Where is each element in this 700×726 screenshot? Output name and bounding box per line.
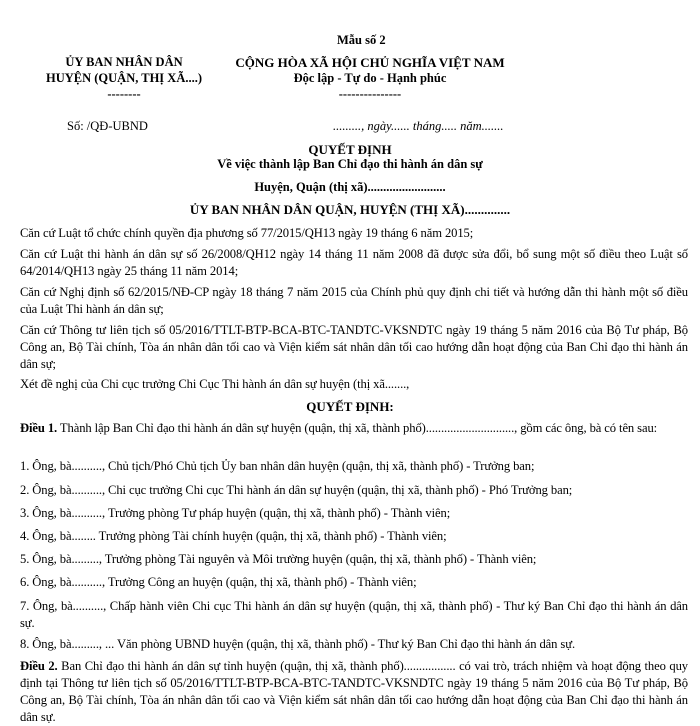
document-number: Số: /QĐ-UBND [67,119,148,133]
article-1-text: Thành lập Ban Chỉ đạo thi hành án dân sự huyện (quận, thị xã, thành phố)............................., gồm các ông, bà có tên sau: [57,421,658,435]
member-item: 4. Ông, bà........ Trưởng phòng Tài chính huyện (quận, thị xã, thành phố) - Thành viên; [20,529,447,543]
article-2 [20,658,688,726]
preamble-item: Căn cứ Thông tư liên tịch số 05/2016/TTLT-BTP-BCA-BTC-TANDTC-VKSNDTC ngày 19 tháng 5 năm 2016 của Bộ Tư pháp, Bộ Công an, Bộ Tài chính, Tòa án nhân dân tối cao và Viện kiểm sát nhân dân tối cao hướng dẫn hoạt động của Ban Chỉ đạo thi hành án dân sự; [20,323,688,371]
article-1 [20,420,688,437]
left-header-line1: ỦY BAN NHÂN DÂN [65,55,183,69]
article-1-label: Điều 1. [20,421,58,435]
decision-heading: QUYẾT ĐỊNH: [306,399,394,414]
national-motto: Độc lập - Tự do - Hạnh phúc [293,71,447,85]
member-item: 6. Ông, bà.........., Trưởng Công an huyện (quận, thị xã, thành phố) - Thành viên; [20,575,417,589]
issue-date: ........., ngày...... tháng..... năm....... [333,119,504,133]
issuing-authority: ỦY BAN NHÂN DÂN QUẬN, HUYỆN (THỊ XÃ).............. [189,202,511,217]
preamble-item: Căn cứ Nghị định số 62/2015/NĐ-CP ngày 18 tháng 7 năm 2015 của Chính phủ quy định chi tiết và hướng dẫn thi hành một số điều của Luật Thi hành án dân sự; [20,285,688,316]
decision-subject: Về việc thành lập Ban Chỉ đạo thi hành án dân sự [217,157,483,171]
right-header-dashes: --------------- [338,87,402,101]
member-item: 3. Ông, bà.........., Trưởng phòng Tư pháp huyện (quận, thị xã, thành phố) - Thành viên; [20,506,451,520]
left-header-line2: HUYỆN (QUẬN, THỊ XÃ....) [45,71,203,85]
article-2-text: Ban Chỉ đạo thi hành án dân sự tỉnh huyện (quận, thị xã, thành phố)................. có vai trò, trách nhiệm và hoạt động theo quy định tại Thông tư liên tịch số 05/2016/TTLT-BTP-BCA-BTC-TANDTC-VKSNDTC ngày 19 tháng 5 năm 2016 của Bộ Tư pháp, Bộ Công an, Bộ Tài chính, Tòa án nhân dân tối cao và Viện kiểm sát nhân dân tối cao hướng dẫn hoạt động của Ban Chỉ đạo thi hành án dân sự. [20,659,688,724]
preamble-item: Căn cứ Luật thi hành án dân sự số 26/2008/QH12 ngày 14 tháng 11 năm 2008 đã được sửa đổi, bổ sung một số điều theo Luật số 64/2014/QH13 ngày 25 tháng 11 năm 2014; [20,247,688,278]
decision-title: QUYẾT ĐỊNH [308,142,392,157]
left-header-dashes: -------- [107,87,141,101]
member-item: 1. Ông, bà.........., Chủ tịch/Phó Chủ tịch Ủy ban nhân dân huyện (quận, thị xã, thành phố) - Trưởng ban; [20,459,535,473]
district-line: Huyện, Quận (thị xã)......................... [254,180,446,194]
member-item: 5. Ông, bà........., Trưởng phòng Tài nguyên và Môi trường huyện (quận, thị xã, thành phố) - Thành viên; [20,552,537,566]
article-2-label: Điều 2. [20,659,58,673]
form-label: Mẫu số 2 [337,33,386,47]
member-item: 2. Ông, bà.........., Chi cục trưởng Chi cục Thi hành án dân sự huyện (quận, thị xã, thành phố) - Phó Trưởng ban; [20,483,573,497]
national-title: CỘNG HÒA XÃ HỘI CHỦ NGHĨA VIỆT NAM [235,55,505,70]
member-item: 8. Ông, bà........., ... Văn phòng UBND huyện (quận, thị xã, thành phố) - Thư ký Ban Chỉ đạo thi hành án dân sự. [20,637,575,651]
preamble-item: Căn cứ Luật tổ chức chính quyền địa phương số 77/2015/QH13 ngày 19 tháng 6 năm 2015; [20,226,474,240]
preamble-item: Xét đề nghị của Chi cục trưởng Chi Cục Thi hành án dân sự huyện (thị xã......., [20,377,410,391]
member-item: 7. Ông, bà.........., Chấp hành viên Chi cục Thi hành án dân sự huyện (quận, thị xã, thành phố) - Thư ký Ban Chỉ đạo thi hành án dân sự. [20,599,688,630]
